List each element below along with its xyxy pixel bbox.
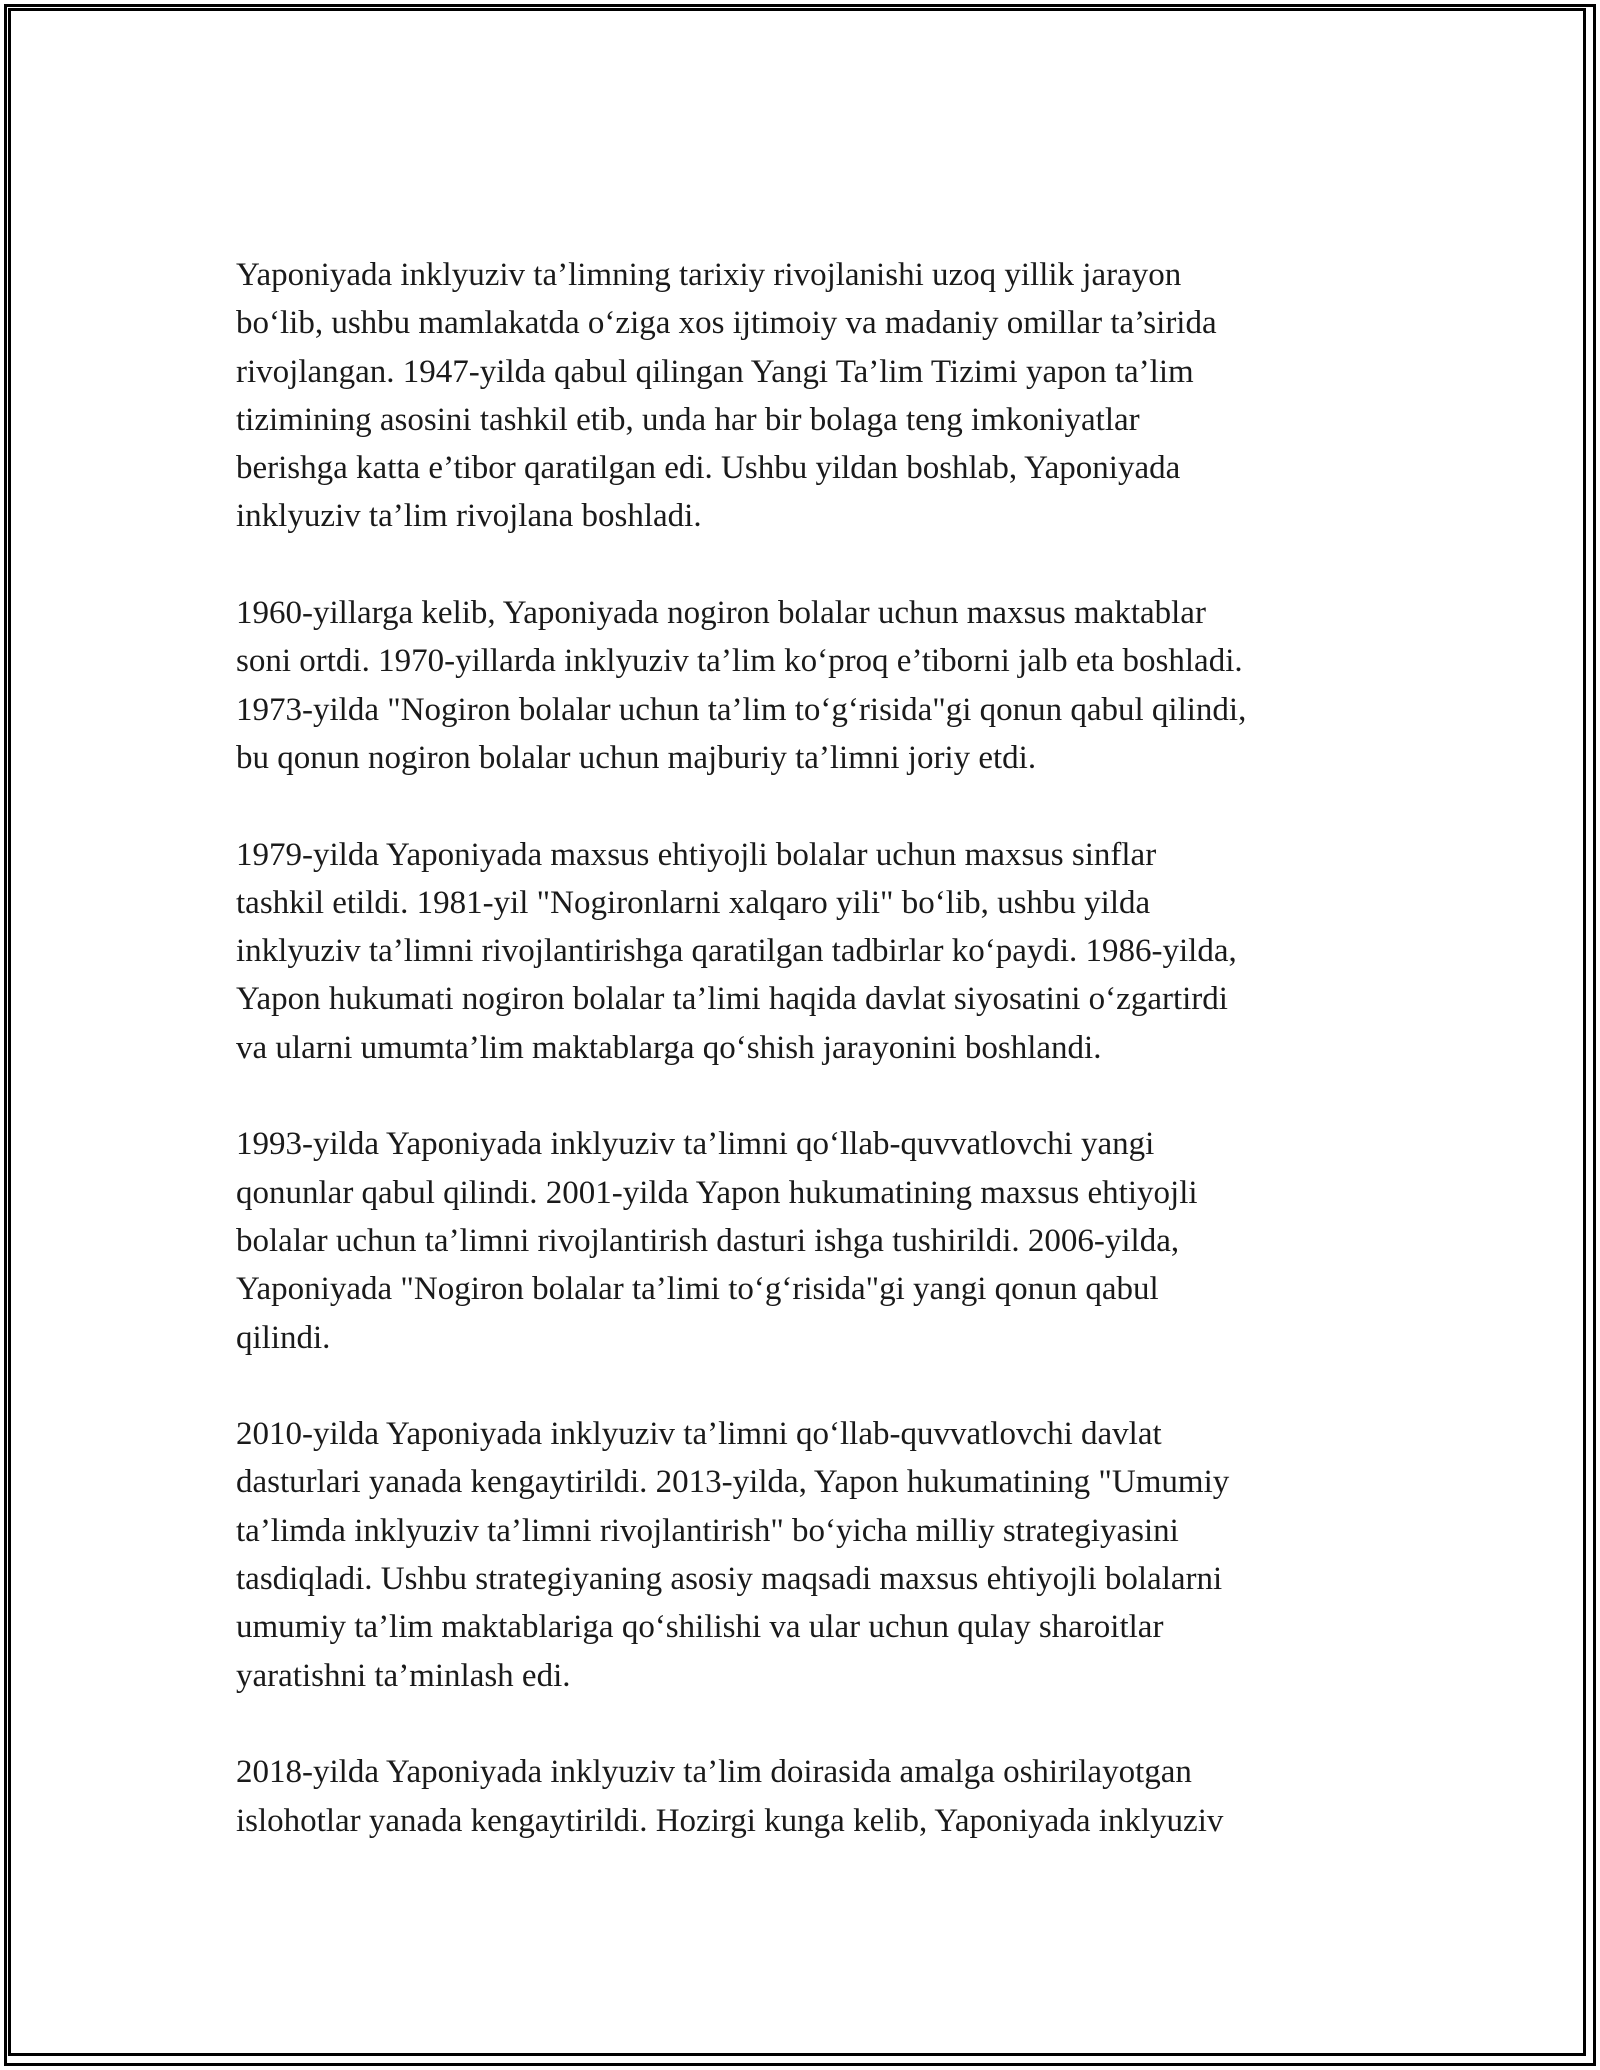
- document-body: [236, 251, 1366, 1893]
- paragraph-3: 1979-yilda Yaponiyada maxsus ehtiyojli bolalar uchun maxsus sinflar tashkil etildi. 1981-yil "Nogironlarni xalqaro yili" bo‘lib, ushbu yilda inklyuziv ta’limni rivojlantirishga qaratilgan tadbirlar ko‘paydi. 1986-yilda, Yapon hukumati nogiron bolalar ta’limi haqida davlat siyosatini o‘zgartirdi va ularni umumta’lim maktablarga qo‘shish jarayonini boshlandi.: [236, 836, 1237, 1066]
- paragraph-4: 1993-yilda Yaponiyada inklyuziv ta’limni qo‘llab-quvvatlovchi yangi qonunlar qabul qilindi. 2001-yilda Yapon hukumatining maxsus ehtiyojli bolalar uchun ta’limni rivojlantirish dasturi ishga tushirildi. 2006-yilda, Yaponiyada "Nogiron bolalar ta’limi to‘g‘risida"gi yangi qonun qabul qilindi.: [236, 1126, 1198, 1356]
- paragraph-1: Yaponiyada inklyuziv ta’limning tarixiy rivojlanishi uzoq yillik jarayon bo‘lib, ushbu mamlakatda o‘ziga xos ijtimoiy va madaniy omillar ta’sirida rivojlangan. 1947-yilda qabul qilingan Yangi Ta’lim Tizimi yapon ta’lim tizimining asosini tashkil etib, unda har bir bolaga teng imkoniyatlar berishga katta e’tibor qaratilgan edi. Ushbu yildan boshlab, Yaponiyada inklyuziv ta’lim rivojlana boshladi.: [236, 257, 1217, 535]
- paragraph-2: 1960-yillarga kelib, Yaponiyada nogiron bolalar uchun maxsus maktablar soni ortdi. 1970-yillarda inklyuziv ta’lim ko‘proq e’tiborni jalb eta boshladi. 1973-yilda "Nogiron bolalar uchun ta’lim to‘g‘risida"gi qonun qabul qilindi, bu qonun nogiron bolalar uchun majburiy ta’limni joriy etdi.: [236, 595, 1247, 776]
- paragraph-6: 2018-yilda Yaponiyada inklyuziv ta’lim doirasida amalga oshirilayotgan islohotlar yanada kengaytirildi. Hozirgi kunga kelib, Yaponiyada inklyuziv: [236, 1754, 1224, 1839]
- paragraph-5: 2010-yilda Yaponiyada inklyuziv ta’limni qo‘llab-quvvatlovchi davlat dasturlari yanada kengaytirildi. 2013-yilda, Yapon hukumatining "Umumiy ta’limda inklyuziv ta’limni rivojlantirish" bo‘yicha milliy strategiyasini tasdiqladi. Ushbu strategiyaning asosiy maqsadi maxsus ehtiyojli bolalarni umumiy ta’lim maktablariga qo‘shilishi va ular uchun qulay sharoitlar yaratishni ta’minlash edi.: [236, 1416, 1230, 1694]
